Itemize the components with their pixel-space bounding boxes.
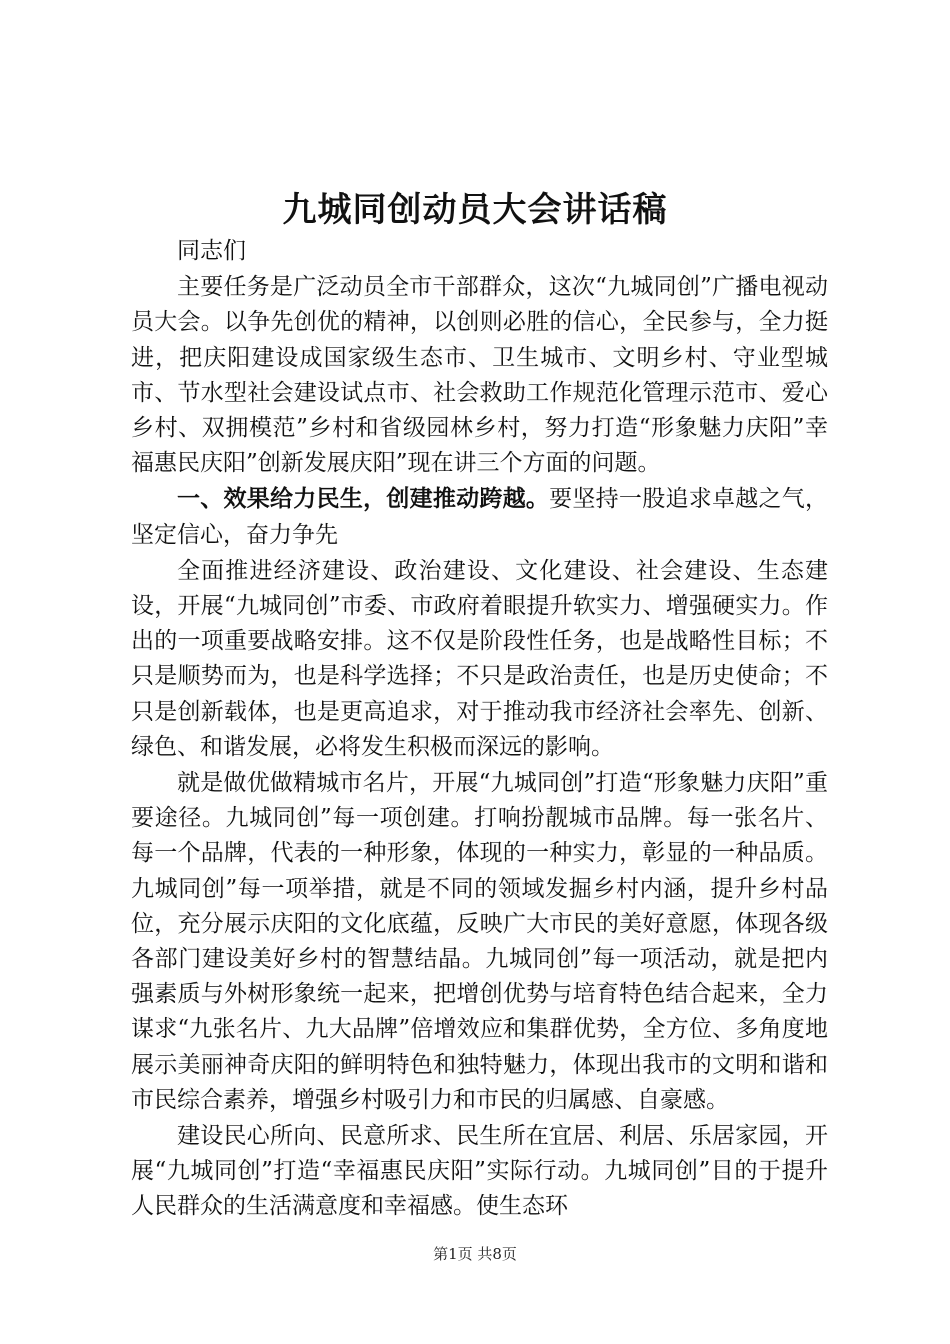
page-footer: 第1页 共8页 xyxy=(433,1245,517,1263)
paragraph-2-section-heading xyxy=(131,481,828,552)
paragraph-5 xyxy=(131,1118,828,1225)
paragraph-text: 建设民心所向、民意所求、民生所在宜居、利居、乐居家园，开展“九城同创”打造“幸福惠民庆阳”实际行动。九城同创”目的于提升人民群众的生活满意度和幸福感。使生态环 xyxy=(131,1123,828,1220)
paragraph-text: 全面推进经济建设、政治建设、文化建设、社会建设、生态建设，开展“九城同创”市委、市政府着眼提升软实力、增强硬实力。作出的一项重要战略安排。这不仅是阶段性任务，也是战略性目标；不只是顺势而为，也是科学选择；不只是政治责任，也是历史使命；不只是创新载体，也是更高追求，对于推动我市经济社会率先、创新、绿色、和谐发展，必将发生积极而深远的影响。 xyxy=(131,557,828,760)
paragraph-4 xyxy=(131,765,828,1118)
document-title: 九城同创动员大会讲话稿 xyxy=(282,190,668,230)
document-body xyxy=(131,234,828,1225)
paragraph-3 xyxy=(131,553,828,765)
section-heading: 一、效果给力民生，创建推动跨越。 xyxy=(177,485,550,513)
paragraph-text: 要坚持一股追求卓越之气，坚定信心，奋力争先 xyxy=(131,486,829,548)
paragraph-text: 主要任务是广泛动员全市干部群众，这次“九城同创”广播电视动员大会。以争先创优的精神，以创则必胜的信心，全民参与，全力挺进，把庆阳建设成国家级生态市、卫生城市、文明乡村、守业型城市、节水型社会建设试点市、社会救助工作规范化管理示范市、爱心乡村、双拥模范”乡村和省级园林乡村，努力打造“形象魅力庆阳”幸福惠民庆阳”创新发展庆阳”现在讲三个方面的问题。 xyxy=(131,274,828,477)
salutation: 同志们 xyxy=(177,238,246,264)
paragraph-1 xyxy=(131,269,828,481)
paragraph-text: 就是做优做精城市名片，开展“九城同创”打造“形象魅力庆阳”重要途径。九城同创”每一项创建。打响扮靓城市品牌。每一张名片、每一个品牌，代表的一种形象，体现的一种实力，彰显的一种品质。九城同创”每一项举措，就是不同的领域发掘乡村内涵，提升乡村品位，充分展示庆阳的文化底蕴，反映广大市民的美好意愿，体现各级各部门建设美好乡村的智慧结晶。九城同创”每一项活动，就是把内强素质与外树形象统一起来，把增创优势与培育特色结合起来，全力谋求“九张名片、九大品牌”倍增效应和集群优势，全方位、多角度地展示美丽神奇庆阳的鲜明特色和独特魅力，体现出我市的文明和谐和市民综合素养，增强乡村吸引力和市民的归属感、自豪感。 xyxy=(131,770,828,1113)
